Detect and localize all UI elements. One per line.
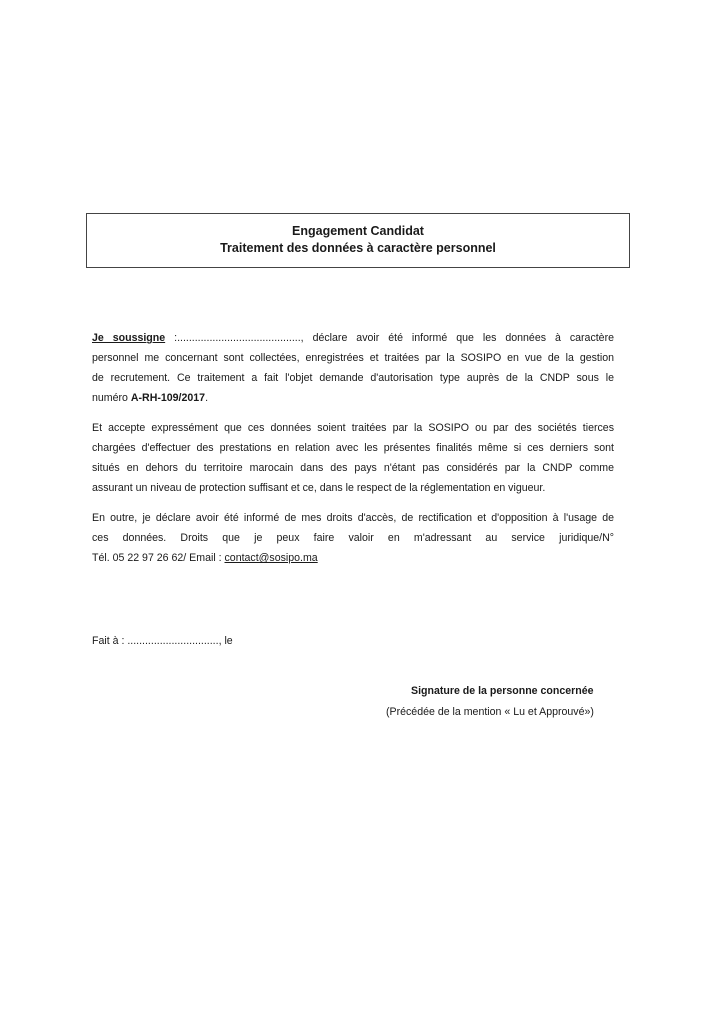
authorization-number: A-RH-109/2017	[130, 392, 206, 404]
paragraph-declaration	[92, 328, 614, 408]
numero-label: N°	[602, 532, 614, 544]
paragraph-acceptance	[92, 418, 614, 498]
signature-title: Signature de la personne concernée	[411, 685, 594, 697]
paragraph-line	[92, 548, 614, 568]
document-subtitle: Traitement des données à caractère personnel	[220, 241, 496, 255]
paragraph-line: En outre, je déclare avoir été informé de mes droits d'accès, de rectification et d'opposition à l'usage de	[92, 512, 614, 524]
paragraph-line: situés en dehors du territoire marocain dans des pays n'étant pas considérés par la CNDP comme	[92, 462, 614, 474]
paragraph-rights	[92, 508, 614, 568]
declaration-text: :.........................................., déclare avoir été informé que les données à caractère	[165, 332, 614, 344]
numero-suffix: .	[205, 392, 209, 404]
paragraph-line	[92, 528, 614, 548]
rights-text: ces données. Droits que je peux faire valoir en m'adressant au service juridique/	[92, 532, 603, 544]
paragraph-line: assurant un niveau de protection suffisant et ce, dans le respect de la réglementation en vigueur.	[92, 482, 546, 494]
phone-text: Tél. 05 22 97 26 62/ Email :	[92, 552, 225, 564]
document-title: Engagement Candidat	[292, 224, 424, 238]
fait-a-line: Fait à : ..............................., le	[92, 635, 233, 647]
title-box	[86, 213, 630, 268]
paragraph-line	[92, 388, 614, 408]
signature-mention: (Précédée de la mention « Lu et Approuvé»)	[386, 706, 594, 718]
email-link[interactable]: contact@sosipo.ma	[224, 552, 318, 564]
paragraph-line	[92, 328, 614, 348]
soussigne-label: Je soussigne	[92, 332, 166, 344]
paragraph-line: personnel me concernant sont collectées, enregistrées et traitées par la SOSIPO en vue de la gestion	[92, 352, 614, 364]
numero-prefix: numéro	[92, 392, 131, 404]
paragraph-line: Et accepte expressément que ces données soient traitées par la SOSIPO ou par des sociétés tierces	[92, 422, 614, 434]
paragraph-line: de recrutement. Ce traitement a fait l'objet demande d'autorisation type auprès de la CNDP sous le	[92, 372, 614, 384]
paragraph-line: chargées d'effectuer des prestations en relation avec les présentes finalités même si ces derniers sont	[92, 442, 614, 454]
